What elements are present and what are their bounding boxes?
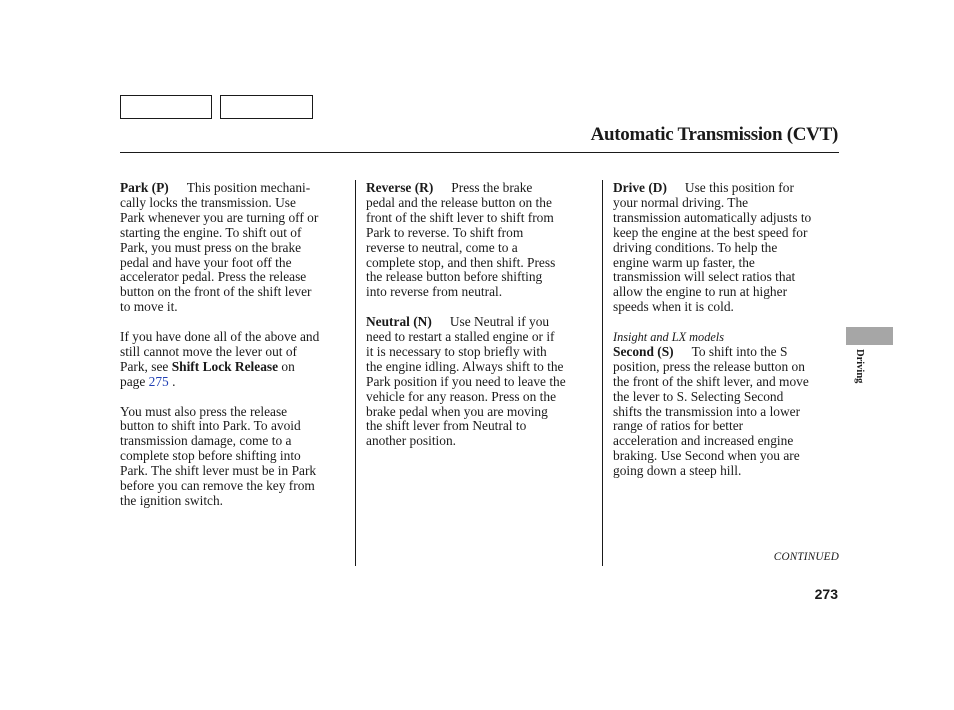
shift-lock-intro: If you have done all of the above and still cannot move the lever out of Park, see — [120, 329, 320, 374]
column-divider — [602, 180, 603, 566]
section-tab-label: Driving — [854, 349, 865, 384]
page-number: 273 — [814, 586, 838, 602]
shift-lock-reference: Shift Lock Release — [171, 358, 279, 374]
shift-lock-paragraph — [120, 330, 348, 390]
park-paragraph — [120, 181, 348, 315]
second-text: To shift into the S position, press the release button on the front of the shift lever, and move the lever to S. Selecting Second shifts the transmission into a lower range of ratios for better acceleration and increased engine braking. Use Second when you are going down a steep hill. — [613, 343, 809, 479]
nav-button-previous[interactable] — [120, 95, 212, 119]
drive-paragraph — [613, 181, 839, 315]
text-column-3 — [613, 181, 839, 479]
neutral-label: Neutral (N) — [366, 314, 432, 330]
neutral-paragraph — [366, 315, 594, 449]
section-tab[interactable] — [846, 327, 893, 345]
column-divider — [355, 180, 356, 566]
reverse-label: Reverse (R) — [366, 180, 434, 195]
drive-text: Use this position for your normal driving. The transmission automatically adjusts to keep the engine at the best speed for driving conditions. To help the engine warm up faster, the transmission will select ratios that allow the engine to run at higher speeds when it is cold. — [613, 180, 812, 315]
reverse-paragraph — [366, 181, 594, 300]
shift-lock-mid: on page — [120, 358, 295, 389]
drive-label: Drive (D) — [613, 180, 667, 195]
neutral-text: Use Neutral if you need to restart a stalled engine or if it is necessary to stop briefly with the engine idling. Always shift to the Park position if you need to leave the vehicle for any reason. Press on the brake pedal when you are moving the shift lever from Neutral to another position. — [366, 314, 566, 449]
title-rule — [120, 152, 839, 153]
reverse-text: Press the brake pedal and the release button on the front of the shift lever to shift from Park to reverse. To shift from reverse to neutral, come to a complete stop, and then shift. Press the release button before shifting into reverse from neutral. — [366, 180, 556, 300]
page-title: Automatic Transmission (CVT) — [590, 124, 838, 145]
shift-lock-page-link[interactable]: 275 — [148, 373, 169, 389]
continued-note: CONTINUED — [773, 551, 839, 563]
text-column-2 — [366, 181, 594, 449]
model-note: Insight and LX models — [613, 330, 725, 345]
park-label: Park (P) — [120, 180, 169, 195]
second-label: Second (S) — [613, 343, 674, 359]
shift-lock-end: . — [168, 373, 176, 389]
text-column-1 — [120, 181, 348, 509]
release-paragraph: You must also press the release button to shift into Park. To avoid transmission damage, come to a complete stop before shifting into Park. The shift lever must be in Park before you can remove the key from the ignition switch. — [120, 403, 317, 508]
second-paragraph — [613, 345, 839, 479]
park-text: This position mechani- cally locks the transmission. Use Park whenever you are turning off or starting the engine. To shift out of Park, you must press on the brake pedal and have your foot off the accelerator pedal. Press the release button on the front of the shift lever to move it. — [120, 180, 319, 315]
nav-button-next[interactable] — [220, 95, 313, 119]
